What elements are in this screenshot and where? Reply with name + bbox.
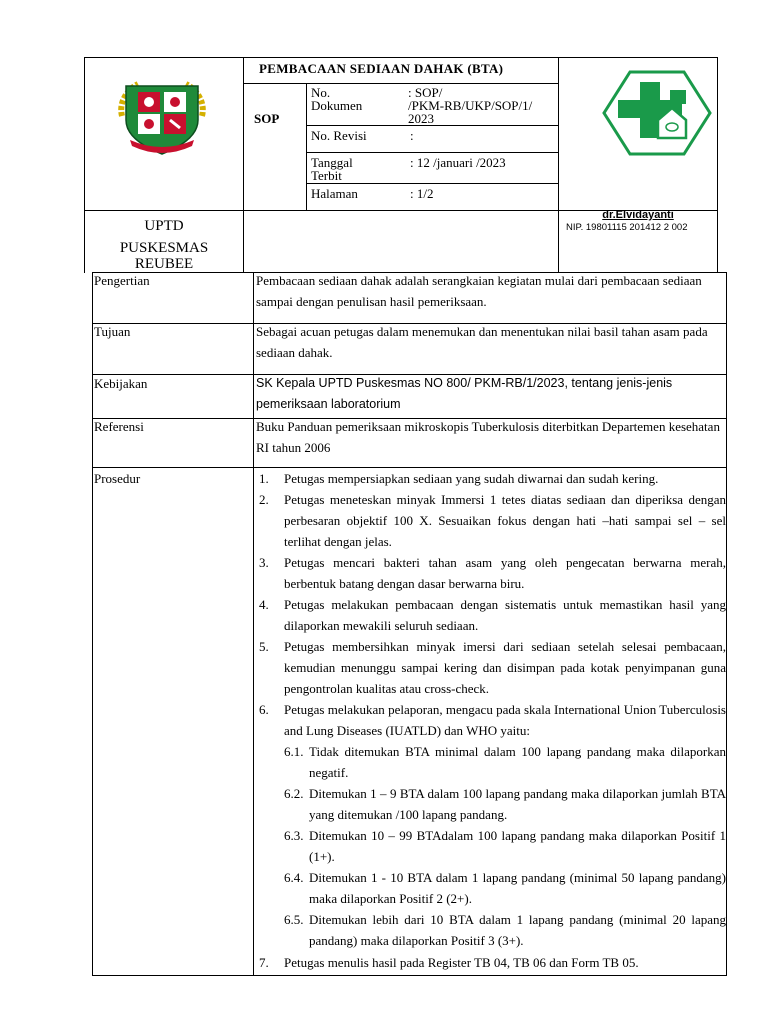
step-number: 3. bbox=[259, 555, 269, 570]
header-row-divider-3 bbox=[306, 183, 558, 184]
regional-emblem-logo bbox=[108, 70, 216, 158]
step-text: Petugas melakukan pelaporan, mengacu pada skala International Union Tuberculosis and Lung Diseases (IUATLD) dan WHO yaitu: bbox=[284, 702, 726, 738]
field-value-halaman: : 1/2 bbox=[410, 186, 434, 201]
step-text: Ditemukan 1 – 9 BTA dalam 100 lapang pandang maka dilaporkan jumlah BTA yang ditemukan /100 lapang pandang. bbox=[309, 786, 726, 822]
header-sop-divider bbox=[306, 83, 307, 210]
text-referensi: Buku Panduan pemeriksaan mikroskopis Tuberkulosis diterbitkan Departemen kesehatan RI tahun 2006 bbox=[256, 419, 720, 455]
body-col-divider bbox=[253, 272, 254, 976]
org-name-line-3: REUBEE bbox=[134, 256, 194, 272]
header-border-top bbox=[84, 57, 718, 58]
step-text: Ditemukan lebih dari 10 BTA dalam 1 lapang pandang (minimal 20 lapang pandang) maka dilaporkan Positif 3 (3+). bbox=[309, 912, 726, 948]
step-number: 6. bbox=[259, 702, 269, 717]
step-number: 5. bbox=[259, 639, 269, 654]
header-border-right bbox=[717, 57, 718, 273]
label-prosedur: Prosedur bbox=[94, 471, 141, 486]
org-name-line-1: UPTD bbox=[144, 218, 184, 234]
field-label-no: No. bbox=[311, 85, 331, 100]
step-number: 6.1. bbox=[284, 744, 304, 759]
step-number: 2. bbox=[259, 492, 269, 507]
text-kebijakan: SK Kepala UPTD Puskesmas NO 800/ PKM-RB/1/2023, tentang jenis-jenis pemeriksaan laboratorium bbox=[256, 376, 673, 411]
text-pengertian: Pembacaan sediaan dahak adalah serangkaian kegiatan mulai dari pembacaan sediaan sampai dengan penulisan hasil pemeriksaan. bbox=[256, 273, 702, 309]
body-border-bottom bbox=[92, 975, 727, 976]
field-label-halaman: Halaman bbox=[311, 186, 358, 201]
step-text: Petugas mempersiapkan sediaan yang sudah diwarnai dan sudah kering. bbox=[284, 471, 659, 486]
field-value-no-dokumen-2: /PKM-RB/UKP/SOP/1/ bbox=[408, 98, 533, 113]
document-title: PEMBACAAN SEDIAAN DAHAK (BTA) bbox=[259, 61, 504, 76]
signer-nip: NIP. 19801115 201412 2 002 bbox=[566, 222, 688, 233]
text-tujuan: Sebagai acuan petugas dalam menemukan dan menentukan nilai basil tahan asam pada sediaan dahak. bbox=[256, 324, 708, 360]
step-number: 6.2. bbox=[284, 786, 304, 801]
label-tujuan: Tujuan bbox=[94, 324, 131, 339]
field-label-no-revisi: No. Revisi bbox=[311, 128, 367, 143]
regional-emblem-icon bbox=[108, 70, 216, 158]
step-number: 4. bbox=[259, 597, 269, 612]
field-label-terbit: Terbit bbox=[311, 168, 342, 183]
puskesmas-cross-icon bbox=[602, 70, 712, 156]
body-border-right bbox=[726, 272, 727, 976]
step-text: Petugas menulis hasil pada Register TB 04, TB 06 dan Form TB 05. bbox=[284, 955, 639, 970]
step-number: 6.4. bbox=[284, 870, 304, 885]
field-value-tanggal-terbit: : 12 /januari /2023 bbox=[410, 155, 506, 170]
step-text: Petugas melakukan pembacaan dengan sistematis untuk memastikan hasil yang dilaporkan mewakili seluruh sediaan. bbox=[284, 597, 726, 633]
sop-label: SOP bbox=[254, 111, 280, 126]
field-value-no-revisi: : bbox=[410, 128, 414, 143]
org-name-line-2: PUSKESMAS bbox=[119, 240, 209, 256]
field-label-dokumen: Dokumen bbox=[311, 98, 363, 113]
puskesmas-logo bbox=[602, 70, 712, 156]
step-number: 6.3. bbox=[284, 828, 304, 843]
step-text: Petugas membersihkan minyak imersi dari sediaan setelah selesai pembacaan, kemudian menunggu sampai kering dan disimpan pada kotak penyimpanan guna pengontrolan kualitas atau cross-check. bbox=[284, 639, 726, 696]
label-pengertian: Pengertian bbox=[94, 273, 150, 288]
step-number: 1. bbox=[259, 471, 269, 486]
header-row-divider-2 bbox=[306, 152, 558, 153]
step-text: Tidak ditemukan BTA minimal dalam 100 lapang pandang maka dilaporkan negatif. bbox=[309, 744, 726, 780]
label-kebijakan: Kebijakan bbox=[94, 376, 148, 391]
step-text: Petugas mencari bakteri tahan asam yang oleh pengecatan berwarna merah, berbentuk batang dengan dasar berwarna biru. bbox=[284, 555, 726, 591]
label-referensi: Referensi bbox=[94, 419, 144, 434]
header-title-underline bbox=[243, 83, 558, 84]
step-number: 6.5. bbox=[284, 912, 304, 927]
header-col-divider-2 bbox=[558, 57, 559, 273]
field-label-tanggal: Tanggal bbox=[311, 155, 353, 170]
field-value-no-dokumen-3: 2023 bbox=[408, 111, 434, 126]
body-border-left bbox=[92, 272, 93, 976]
signer-name: dr.Elvidayanti bbox=[602, 209, 674, 221]
field-value-no-dokumen-1: : SOP/ bbox=[408, 85, 443, 100]
step-number: 7. bbox=[259, 955, 269, 970]
step-text: Petugas meneteskan minyak Immersi 1 tetes diatas sediaan dan diperiksa dengan perbesaran objektif 100 X. Sesuaikan fokus dengan hati –hati sampai sel – sel terlihat dengan jelas. bbox=[284, 492, 726, 549]
step-text: Ditemukan 10 – 99 BTAdalam 100 lapang pandang maka dilaporkan Positif 1 (1+). bbox=[309, 828, 726, 864]
step-text: Ditemukan 1 - 10 BTA dalam 1 lapang pandang (minimal 50 lapang pandang) maka dilaporkan Positif 2 (2+). bbox=[309, 870, 726, 906]
